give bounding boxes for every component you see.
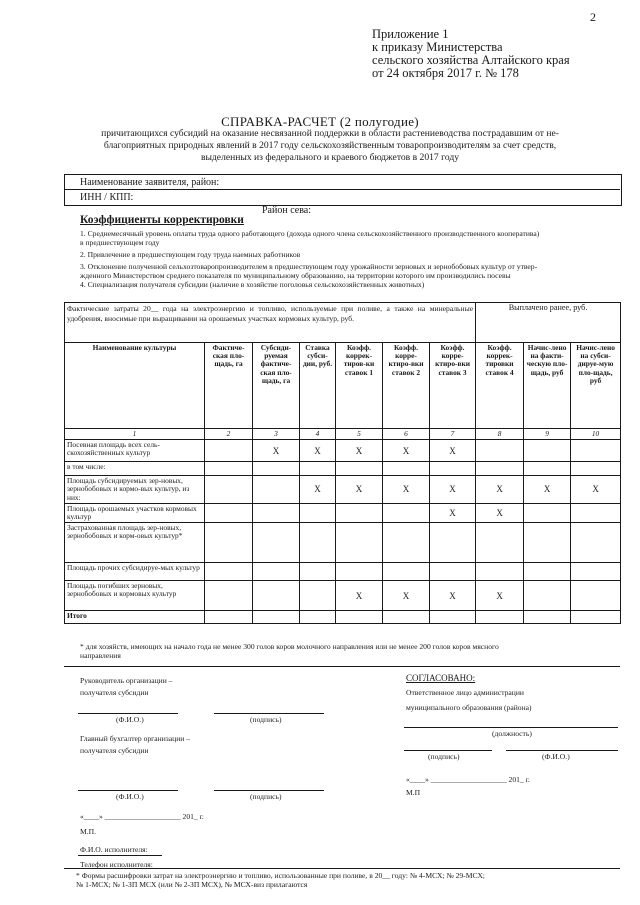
table-cell[interactable] bbox=[300, 563, 336, 581]
head-fio-caption: (Ф.И.О.) bbox=[116, 715, 144, 724]
header-accrued-actual: Начис-лено на факти-ческую пло-щадь, руб bbox=[524, 343, 571, 429]
table-cell[interactable]: X bbox=[300, 476, 336, 504]
document-subtitle bbox=[80, 128, 580, 164]
header-actual-area: Фактиче-ская пло-щадь, га bbox=[205, 343, 253, 429]
table-cell[interactable] bbox=[383, 523, 430, 563]
document-title: СПРАВКА-РАСЧЕТ (2 полугодие) bbox=[221, 114, 419, 129]
table-cell[interactable] bbox=[524, 581, 571, 611]
table-cell[interactable] bbox=[300, 581, 336, 611]
column-numbers-row bbox=[65, 429, 621, 440]
table-cell[interactable]: X bbox=[383, 440, 430, 462]
footnote-line-2: направления bbox=[80, 651, 121, 660]
table-cell[interactable] bbox=[383, 503, 430, 522]
table-cell[interactable] bbox=[571, 563, 621, 581]
table-footnote bbox=[80, 642, 620, 660]
column-number-cell: 10 bbox=[571, 429, 621, 440]
table-cell[interactable] bbox=[430, 462, 476, 476]
table-cell[interactable]: X bbox=[383, 476, 430, 504]
column-number-cell: 2 bbox=[205, 429, 253, 440]
table-cell[interactable] bbox=[524, 462, 571, 476]
expenses-note: Фактические затраты 20__ года на электроэнергию и топливо, используемые при поливе, а также на минеральные удобрения, вносимые при выращивании на орошаемых участках кормовых культур, руб. bbox=[65, 303, 476, 343]
header-coef-3: Коэфф. корре-ктиро-вки ставок 3 bbox=[430, 343, 476, 429]
header-coef-2: Коэфф. корре-ктиро-вки ставок 2 bbox=[383, 343, 430, 429]
table-cell[interactable]: X bbox=[336, 440, 383, 462]
right-fio-caption: (Ф.И.О.) bbox=[542, 752, 570, 761]
table-cell[interactable]: X bbox=[253, 440, 300, 462]
table-cell[interactable]: X bbox=[383, 581, 430, 611]
table-cell[interactable] bbox=[300, 611, 336, 624]
table-cell[interactable] bbox=[430, 611, 476, 624]
table-cell[interactable]: X bbox=[571, 476, 621, 504]
table-cell[interactable] bbox=[476, 523, 524, 563]
table-cell[interactable] bbox=[476, 611, 524, 624]
table-row bbox=[65, 440, 621, 462]
table-cell[interactable] bbox=[253, 503, 300, 522]
head-signature-caption: (подпись) bbox=[250, 715, 282, 724]
table-cell[interactable] bbox=[253, 523, 300, 563]
table-cell[interactable]: X bbox=[430, 503, 476, 522]
table-cell[interactable] bbox=[336, 523, 383, 563]
table-cell[interactable] bbox=[383, 462, 430, 476]
appendix-line-1: Приложение 1 bbox=[372, 27, 449, 41]
coef-item-1a: 1. Среднемесячный уровень оплаты труда одного работающего (дохода одного члена сельскохозяйственного производственного кооператива) bbox=[80, 229, 540, 238]
table-cell[interactable] bbox=[205, 462, 253, 476]
table-cell[interactable] bbox=[253, 581, 300, 611]
table-cell[interactable] bbox=[205, 476, 253, 504]
header-crop-name: Наименование культуры bbox=[65, 343, 205, 429]
table-cell[interactable] bbox=[571, 611, 621, 624]
row-label: Площадь субсидируемых зер-новых, зернобобовых и кормо-вых культур, из них: bbox=[65, 476, 205, 504]
table-cell[interactable] bbox=[524, 440, 571, 462]
column-number-cell: 6 bbox=[383, 429, 430, 440]
appendix-line-4: от 24 октября 2017 г. № 178 bbox=[372, 66, 519, 80]
row-label: Итого bbox=[65, 611, 205, 624]
left-mp: М.П. bbox=[80, 827, 97, 836]
table-cell[interactable] bbox=[524, 503, 571, 522]
official-line-1: Ответственное лицо администрации bbox=[406, 688, 524, 697]
header-accrued-subsidized: Начис-лено на субси-дируе-мую пло-щадь, руб bbox=[571, 343, 621, 429]
agreed-heading: СОГЛАСОВАНО: bbox=[406, 673, 476, 683]
coef-item-3a: 3. Отклонение полученной сельхозтоваропроизводителем в предшествующем году урожайности зерновых и зернобобовых культур от утвер- bbox=[80, 262, 538, 271]
column-number-cell: 9 bbox=[524, 429, 571, 440]
page-number: 2 bbox=[590, 10, 596, 24]
head-label-2: получателя субсидии bbox=[80, 688, 149, 697]
table-row bbox=[65, 611, 621, 624]
table-cell[interactable] bbox=[571, 523, 621, 563]
table-cell[interactable] bbox=[253, 563, 300, 581]
table-cell[interactable] bbox=[571, 503, 621, 522]
sowing-area-label: Район сева: bbox=[262, 205, 312, 216]
executor-phone-label: Телефон исполнителя: bbox=[80, 860, 153, 869]
table-row bbox=[65, 462, 621, 476]
applicant-name-label: Наименование заявителя, район: bbox=[80, 177, 220, 188]
right-date-line: «____» ____________________ 201_ г. bbox=[406, 775, 530, 784]
table-cell[interactable]: X bbox=[430, 476, 476, 504]
table-cell[interactable] bbox=[253, 476, 300, 504]
table-cell[interactable] bbox=[336, 503, 383, 522]
table-cell[interactable] bbox=[571, 462, 621, 476]
coefficients-list bbox=[80, 229, 625, 289]
bottom-note-line-2: № 1-МСХ; № 1-ЗП МСХ (или № 2-ЗП МСХ), № МСХ-виз прилагаются bbox=[76, 880, 308, 889]
table-cell[interactable] bbox=[383, 611, 430, 624]
appendix-header bbox=[372, 28, 612, 80]
table-cell[interactable] bbox=[430, 563, 476, 581]
table-cell[interactable] bbox=[253, 611, 300, 624]
table-cell[interactable]: X bbox=[336, 476, 383, 504]
bottom-note-line-1: * Формы расшифровки затрат на электроэнергию и топливо, использованные при поливе, в 20__ году: № 4-МСХ; № 29-МСХ; bbox=[76, 871, 485, 880]
column-number-cell: 4 bbox=[300, 429, 336, 440]
executor-fio-label: Ф.И.О. исполнителя: bbox=[80, 845, 148, 854]
left-date-line: «____» ____________________ 201_ г. bbox=[80, 812, 204, 821]
right-signature-caption: (подпись) bbox=[428, 752, 460, 761]
header-coef-4: Коэфф. коррек-тировки ставок 4 bbox=[476, 343, 524, 429]
table-cell[interactable] bbox=[205, 611, 253, 624]
table-cell[interactable] bbox=[571, 581, 621, 611]
row-label: Площадь орошаемых участков кормовых культур bbox=[65, 503, 205, 522]
row-label: в том числе: bbox=[65, 462, 205, 476]
table-cell[interactable] bbox=[476, 563, 524, 581]
column-number-cell: 8 bbox=[476, 429, 524, 440]
table-cell[interactable] bbox=[205, 523, 253, 563]
official-line-2: муниципального образования (района) bbox=[406, 703, 532, 712]
column-number-cell: 1 bbox=[65, 429, 205, 440]
table-cell[interactable] bbox=[430, 523, 476, 563]
table-cell[interactable] bbox=[205, 503, 253, 522]
subtitle-line-2: благоприятных природных явлений в 2017 году сельскохозяйственным товаропроизводителям за счет средств, bbox=[103, 140, 557, 151]
coef-item-4: 4. Специализация получателя субсидии (наличие в хозяйстве поголовья сельскохозяйственных животных) bbox=[80, 280, 425, 289]
table-cell[interactable]: X bbox=[300, 440, 336, 462]
column-number-cell: 3 bbox=[253, 429, 300, 440]
table-row bbox=[65, 581, 621, 611]
row-label: Площадь погибших зерновых, зернобобовых и кормовых культур bbox=[65, 581, 205, 611]
subtitle-line-3: выделенных из федерального и краевого бюджетов в 2017 году bbox=[200, 152, 460, 163]
coef-item-2: 2. Привлечение в предшествующем году труда наемных работников bbox=[80, 250, 301, 259]
table-cell[interactable]: X bbox=[430, 581, 476, 611]
table-cell[interactable] bbox=[336, 462, 383, 476]
subsidy-table bbox=[64, 302, 621, 624]
table-cell[interactable] bbox=[336, 611, 383, 624]
table-cell[interactable]: X bbox=[336, 581, 383, 611]
coefficients-heading: Коэффициенты корректировки bbox=[80, 214, 244, 226]
table-cell[interactable] bbox=[571, 440, 621, 462]
table-cell[interactable] bbox=[336, 563, 383, 581]
table-row bbox=[65, 476, 621, 504]
table-cell[interactable] bbox=[524, 563, 571, 581]
row-label: Посевная площадь всех сель-скохозяйственных культур bbox=[65, 440, 205, 462]
table-row bbox=[65, 523, 621, 563]
appendix-line-2: к приказу Министерства bbox=[372, 40, 503, 54]
position-caption: (должность) bbox=[492, 729, 532, 738]
column-number-cell: 7 bbox=[430, 429, 476, 440]
table-cell[interactable]: X bbox=[476, 476, 524, 504]
inn-label: ИНН / КПП: bbox=[80, 192, 134, 203]
row-label: Площадь прочих субсидируе-мых культур bbox=[65, 563, 205, 581]
header-subsidy-rate: Ставка субси-дии, руб. bbox=[300, 343, 336, 429]
table-cell[interactable] bbox=[300, 523, 336, 563]
row-label: Застрахованная площадь зер-новых, зернобобовых и корм-овых культур* bbox=[65, 523, 205, 563]
table-cell[interactable] bbox=[524, 611, 571, 624]
table-cell[interactable] bbox=[383, 563, 430, 581]
appendix-line-3: сельского хозяйства Алтайского края bbox=[372, 53, 570, 67]
table-cell[interactable] bbox=[253, 462, 300, 476]
table-cell[interactable] bbox=[476, 462, 524, 476]
table-row bbox=[65, 503, 621, 522]
accountant-fio-caption: (Ф.И.О.) bbox=[116, 792, 144, 801]
table-cell[interactable] bbox=[205, 440, 253, 462]
table-cell[interactable] bbox=[205, 563, 253, 581]
table-cell[interactable]: X bbox=[476, 503, 524, 522]
table-cell[interactable]: X bbox=[476, 581, 524, 611]
table-cell[interactable]: X bbox=[430, 440, 476, 462]
right-mp: М.П bbox=[406, 788, 421, 797]
table-cell[interactable] bbox=[300, 462, 336, 476]
head-label-1: Руководитель организации – bbox=[80, 676, 173, 685]
accountant-signature-caption: (подпись) bbox=[250, 792, 282, 801]
table-cell[interactable] bbox=[476, 440, 524, 462]
coef-item-3b: жденного Министерством среднего показателя по муниципальному образованию, на территории которого им производились посевы bbox=[80, 271, 511, 280]
bottom-note bbox=[76, 871, 624, 889]
table-cell[interactable] bbox=[524, 523, 571, 563]
column-number-cell: 5 bbox=[336, 429, 383, 440]
table-cell[interactable] bbox=[300, 503, 336, 522]
accountant-label-1: Главный бухгалтер организации – bbox=[80, 734, 191, 743]
table-cell[interactable]: X bbox=[524, 476, 571, 504]
header-subsidized-area: Субсиди-руемая фактиче-ская пло-щадь, га bbox=[253, 343, 300, 429]
footnote-line-1: * для хозяйств, имеющих на начало года не менее 300 голов коров молочного направления или не менее 200 голов коров мясного bbox=[80, 642, 499, 651]
accountant-label-2: получателя субсидии bbox=[80, 746, 149, 755]
table-row bbox=[65, 563, 621, 581]
header-coef-1: Коэфф. коррек-тиров-ки ставок 1 bbox=[336, 343, 383, 429]
subtitle-line-1: причитающихся субсидий на оказание несвязанной поддержки в области растениеводства пострадавшим от не- bbox=[101, 128, 559, 139]
coef-item-1b: в предшествующем году bbox=[80, 238, 160, 247]
table-cell[interactable] bbox=[205, 581, 253, 611]
paid-earlier-header: Выплачено ранее, руб. bbox=[476, 303, 621, 343]
